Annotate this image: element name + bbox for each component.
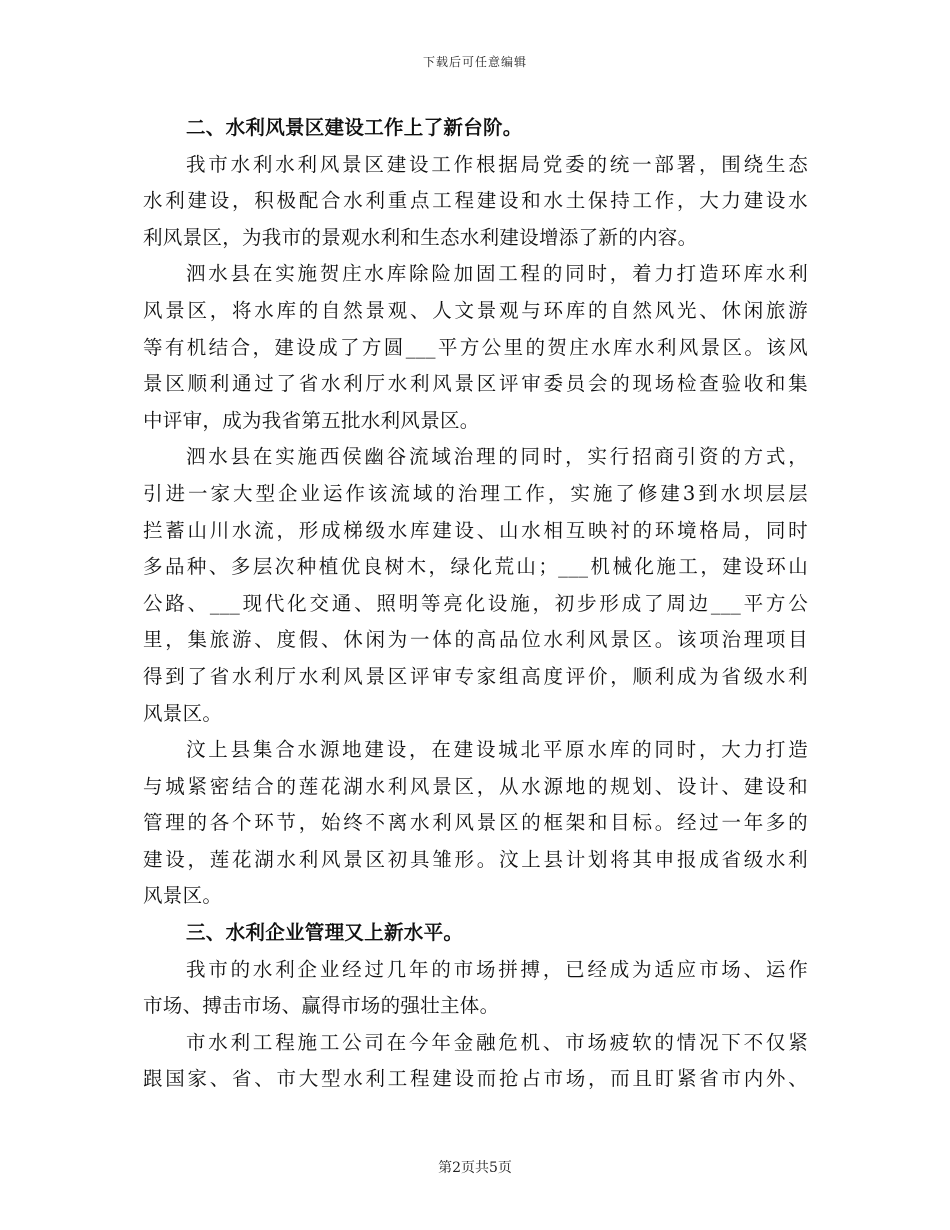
- paragraph-line: 风景区，将水库的自然景观、人文景观与环库的自然风光、休闲旅游: [143, 298, 808, 322]
- paragraph-line: 风景区。: [143, 701, 223, 725]
- paragraph-line: 市场、搏击市场、赢得市场的强壮主体。: [143, 994, 500, 1018]
- paragraph-line: 景区顺利通过了省水利厅水利风景区评审委员会的现场检查验收和集: [143, 372, 808, 396]
- paragraph-line: 风景区。: [143, 884, 223, 908]
- paragraph-line: 与城紧密结合的莲花湖水利风景区，从水源地的规划、设计、建设和: [143, 774, 808, 798]
- paragraph-line: 管理的各个环节，始终不离水利风景区的框架和目标。经过一年多的: [143, 811, 808, 835]
- paragraph-line: 里，集旅游、度假、休闲为一体的高品位水利风景区。该项治理项目: [143, 628, 808, 652]
- page-header-note: 下载后可任意编辑: [422, 55, 527, 69]
- document-body: [143, 110, 808, 1098]
- paragraph-line: 泗水县在实施贺庄水库除险加固工程的同时，着力打造环库水利: [186, 262, 808, 286]
- paragraph-line: 市水利工程施工公司在今年金融危机、市场疲软的情况下不仅紧: [186, 1030, 808, 1054]
- paragraph-line: 公路、___现代化交通、照明等亮化设施，初步形成了周边___平方公: [143, 591, 808, 615]
- paragraph-line: 得到了省水利厅水利风景区评审专家组高度评价，顺利成为省级水利: [143, 664, 808, 688]
- paragraph-line: 多品种、多层次种植优良树木，绿化荒山；___机械化施工，建设环山: [143, 555, 808, 579]
- paragraph-line: 跟国家、省、市大型水利工程建设而抢占市场，而且盯紧省市内外、: [143, 1067, 808, 1091]
- paragraph-line: 中评审，成为我省第五批水利风景区。: [143, 408, 480, 432]
- section-heading-3: 三、水利企业管理又上新水平。: [186, 921, 464, 945]
- paragraph-line: 拦蓄山川水流，形成梯级水库建设、山水相互映衬的环境格局，同时: [143, 518, 808, 542]
- section-heading-2: 二、水利风景区建设工作上了新台阶。: [186, 116, 523, 139]
- paragraph-line: 水利建设，积极配合水利重点工程建设和水土保持工作，大力建设水: [143, 189, 808, 213]
- paragraph-line: 引进一家大型企业运作该流域的治理工作，实施了修建3到水坝层层: [143, 481, 808, 505]
- paragraph-line: 利风景区，为我市的景观水利和生态水利建设增添了新的内容。: [143, 225, 698, 249]
- paragraph-line: 汶上县集合水源地建设，在建设城北平原水库的同时，大力打造: [186, 738, 808, 762]
- page-number: 第2页共5页: [438, 1160, 512, 1176]
- paragraph-line: 建设，莲花湖水利风景区初具雏形。汶上县计划将其申报成省级水利: [143, 847, 808, 871]
- paragraph-line: 我市水利水利风景区建设工作根据局党委的统一部署，围绕生态: [186, 152, 808, 176]
- paragraph-line: 我市的水利企业经过几年的市场拼搏，已经成为适应市场、运作: [186, 957, 808, 981]
- paragraph-line: 泗水县在实施西侯幽谷流域治理的同时，实行招商引资的方式，: [186, 445, 808, 469]
- paragraph-line: 等有机结合，建设成了方圆___平方公里的贺庄水库水利风景区。该风: [143, 335, 808, 359]
